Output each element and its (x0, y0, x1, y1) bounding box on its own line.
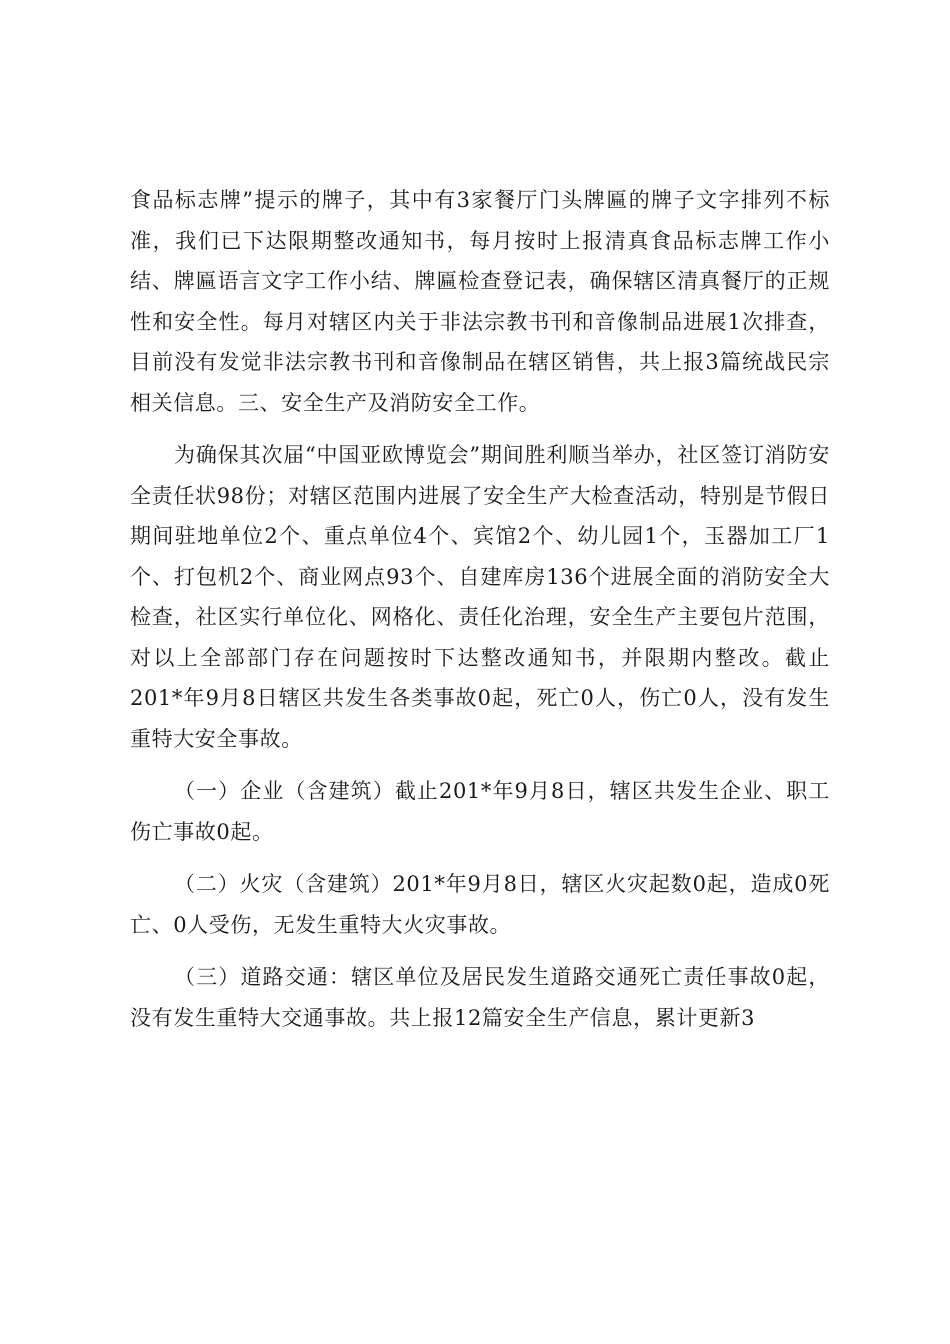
paragraph-4: （二）火灾（含建筑）201*年9月8日，辖区火灾起数0起，造成0死亡、0人受伤，无发生重特大火灾事故。 (130, 872, 830, 937)
paragraph-1: 食品标志牌”提示的牌子，其中有3家餐厅门头牌匾的牌子文字排列不标准，我们已下达限期整改通知书，每月按时上报清真食品标志牌工作小结、牌匾语言文字工作小结、牌匾检查登记表，确保辖区清真餐厅的正规性和安全性。每月对辖区内关于非法宗教书刊和音像制品进展1次排查，目前没有发觉非法宗教书刊和音像制品在辖区销售，共上报3篇统战民宗相关信息。三、安全生产及消防安全工作。 (130, 188, 830, 415)
paragraph-3: （一）企业（含建筑）截止201*年9月8日，辖区共发生企业、职工伤亡事故0起。 (130, 779, 830, 844)
paragraph-5: （三）道路交通：辖区单位及居民发生道路交通死亡责任事故0起，没有发生重特大交通事故。共上报12篇安全生产信息，累计更新3 (130, 965, 830, 1030)
paragraph-2: 为确保其次届“中国亚欧博览会”期间胜利顺当举办，社区签订消防安全责任状98份；对辖区范围内进展了安全生产大检查活动，特别是节假日期间驻地单位2个、重点单位4个、宾馆2个、幼儿园1个，玉器加工厂1个、打包机2个、商业网点93个、自建库房136个进展全面的消防安全大检查，社区实行单位化、网格化、责任化治理，安全生产主要包片范围，对以上全部部门存在问题按时下达整改通知书，并限期内整改。截止201*年9月8日辖区共发生各类事故0起，死亡0人，伤亡0人，没有发生重特大安全事故。 (130, 443, 830, 751)
document-body (130, 180, 830, 1050)
